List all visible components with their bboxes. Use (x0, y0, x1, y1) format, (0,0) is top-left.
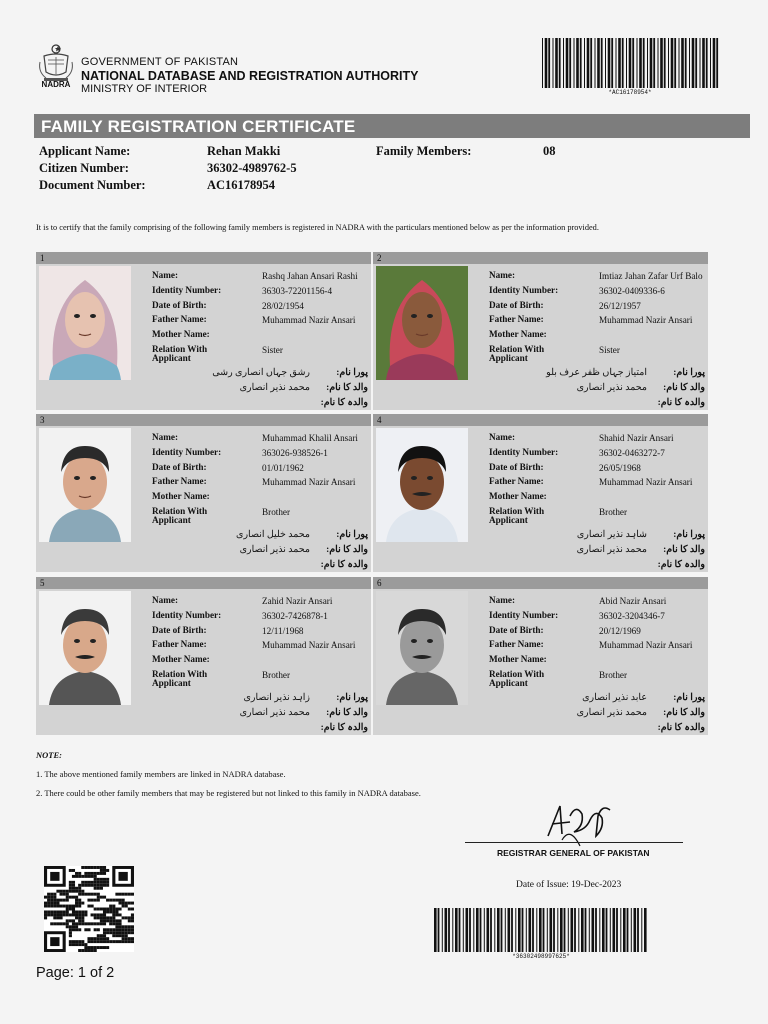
urdu-mother-label: والدہ کا نام: (657, 723, 705, 733)
dob-label: Date of Birth: (152, 461, 207, 472)
relation-label: Relation With Applicant (152, 668, 208, 688)
mother-label: Mother Name: (152, 654, 210, 665)
urdu-name-label: پورا نام: (336, 693, 368, 703)
member-number: 4 (373, 414, 708, 426)
family-members-count (376, 144, 556, 159)
family-member-card (36, 414, 371, 572)
family-member-card (373, 252, 708, 410)
urdu-mother-label: والدہ کا نام: (320, 560, 368, 570)
name-label: Name: (489, 270, 516, 280)
member-urdu-father: محمد نذیر انصاری (576, 545, 647, 555)
family-members-value: 08 (543, 144, 556, 158)
dob-label: Date of Birth: (489, 461, 544, 472)
member-urdu-details (491, 367, 705, 412)
nadra-emblem-logo (36, 42, 76, 94)
member-dob: 01/01/1962 (262, 462, 304, 473)
member-urdu-details (491, 692, 705, 737)
identity-label: Identity Number: (152, 609, 222, 620)
urdu-mother-label: والدہ کا نام: (657, 398, 705, 408)
dob-label: Date of Birth: (489, 624, 544, 635)
father-label: Father Name: (489, 476, 544, 487)
member-dob: 20/12/1969 (599, 625, 641, 636)
member-dob: 12/11/1968 (262, 625, 304, 636)
urdu-father-label: والد کا نام: (326, 383, 368, 393)
father-label: Father Name: (489, 314, 544, 325)
member-relation: Brother (262, 506, 291, 517)
member-relation: Brother (599, 506, 628, 517)
identity-label: Identity Number: (489, 284, 559, 295)
member-relation: Sister (599, 344, 620, 355)
certificate-title: FAMILY REGISTRATION CERTIFICATE (34, 114, 750, 138)
family-members-label: Family Members: (376, 144, 472, 158)
authority-label: NATIONAL DATABASE AND REGISTRATION AUTHORITY (81, 68, 419, 83)
identity-label: Identity Number: (152, 284, 222, 295)
member-father: Muhammad Nazir Ansari (599, 477, 693, 488)
name-label: Name: (152, 595, 179, 605)
dob-label: Date of Birth: (152, 624, 207, 635)
member-urdu-father: محمد نذیر انصاری (576, 383, 647, 393)
barcode-caption: *36302498997625* (512, 953, 570, 960)
member-identity: 36302-3204346-7 (599, 610, 665, 621)
member-urdu-name: محمد خلیل انصاری (236, 530, 310, 540)
barcode-caption: *AC16178954* (608, 89, 652, 96)
citizen-number-label: Citizen Number: (39, 161, 129, 175)
urdu-mother-label: والدہ کا نام: (657, 560, 705, 570)
member-name: Muhammad Khalil Ansari (262, 433, 358, 443)
signature-line (465, 842, 683, 843)
relation-label: Relation With Applicant (489, 668, 545, 688)
identity-label: Identity Number: (489, 609, 559, 620)
urdu-father-label: والد کا نام: (663, 545, 705, 555)
family-member-card (373, 577, 708, 735)
urdu-father-label: والد کا نام: (326, 545, 368, 555)
barcode-bars (540, 38, 720, 88)
family-member-card (36, 252, 371, 410)
mother-label: Mother Name: (152, 329, 210, 340)
member-dob: 28/02/1954 (262, 300, 304, 311)
ministry-label: MINISTRY OF INTERIOR (81, 83, 208, 96)
urdu-father-label: والد کا نام: (663, 708, 705, 718)
member-number: 1 (36, 252, 371, 264)
note-line-1: 1. The above mentioned family members are linked in NADRA database. (36, 769, 286, 779)
member-number: 2 (373, 252, 708, 264)
registrar-title: REGISTRAR GENERAL OF PAKISTAN (497, 848, 650, 858)
member-urdu-father: محمد نذیر انصاری (239, 708, 310, 718)
member-photo (376, 266, 468, 380)
note-line-2: 2. There could be other family members that may be registered but not linked to this family in NADRA database. (36, 788, 421, 798)
applicant-name-label: Applicant Name: (39, 144, 131, 158)
member-urdu-details (154, 529, 368, 574)
member-father: Muhammad Nazir Ansari (599, 640, 693, 651)
relation-label: Relation With Applicant (152, 505, 208, 525)
urdu-name-label: پورا نام: (336, 368, 368, 378)
registrar-signature (540, 796, 620, 856)
urdu-name-label: پورا نام: (336, 530, 368, 540)
urdu-mother-label: والدہ کا نام: (320, 723, 368, 733)
member-father: Muhammad Nazir Ansari (599, 315, 693, 326)
member-photo (39, 266, 131, 380)
relation-label: Relation With Applicant (152, 343, 208, 363)
member-number: 3 (36, 414, 371, 426)
member-identity: 36303-72201156-4 (262, 285, 333, 296)
notes-section (36, 750, 421, 807)
name-label: Name: (152, 270, 179, 280)
dob-label: Date of Birth: (489, 299, 544, 310)
father-label: Father Name: (489, 639, 544, 650)
member-identity: 36302-7426878-1 (262, 610, 328, 621)
member-urdu-name: زاہد نذیر انصاری (243, 693, 310, 703)
father-label: Father Name: (152, 639, 207, 650)
page-number: Page: 1 of 2 (36, 965, 115, 981)
member-name: Shahid Nazir Ansari (599, 433, 674, 443)
mother-label: Mother Name: (152, 491, 210, 502)
member-urdu-details (491, 529, 705, 574)
document-number-label: Document Number: (39, 178, 146, 192)
member-urdu-name: عابد نذیر انصاری (582, 693, 647, 703)
member-dob: 26/05/1968 (599, 462, 641, 473)
member-photo (376, 428, 468, 542)
government-label: GOVERNMENT OF PAKISTAN (81, 56, 239, 68)
father-label: Father Name: (152, 476, 207, 487)
member-urdu-name: شاہد نذیر انصاری (576, 530, 647, 540)
citizen-barcode (432, 908, 650, 960)
member-photo (39, 428, 131, 542)
certification-statement: It is to certify that the family comprising of the following family members is registered in NADRA with the particulars mentioned below as per the information provided. (36, 223, 599, 232)
document-barcode (540, 38, 720, 96)
name-label: Name: (152, 432, 179, 442)
urdu-name-label: پورا نام: (673, 368, 705, 378)
member-photo (376, 591, 468, 705)
applicant-name-value: Rehan Makki (207, 144, 281, 158)
member-number: 5 (36, 577, 371, 589)
member-father: Muhammad Nazir Ansari (262, 315, 356, 326)
father-label: Father Name: (152, 314, 207, 325)
citizen-number-value: 36302-4989762-5 (207, 161, 297, 175)
nadra-logo-text: NADRA (41, 80, 71, 89)
member-name: Zahid Nazir Ansari (262, 596, 333, 606)
member-urdu-father: محمد نذیر انصاری (239, 383, 310, 393)
identity-label: Identity Number: (489, 446, 559, 457)
urdu-name-label: پورا نام: (673, 693, 705, 703)
member-relation: Brother (599, 669, 628, 680)
urdu-mother-label: والدہ کا نام: (320, 398, 368, 408)
mother-label: Mother Name: (489, 654, 547, 665)
urdu-name-label: پورا نام: (673, 530, 705, 540)
member-number: 6 (373, 577, 708, 589)
member-name: Imtiaz Jahan Zafar Urf Balo (599, 271, 703, 281)
relation-label: Relation With Applicant (489, 505, 545, 525)
member-name: Rashq Jahan Ansari Rashi (262, 271, 358, 281)
member-identity: 36302-0463272-7 (599, 447, 665, 458)
mother-label: Mother Name: (489, 329, 547, 340)
relation-label: Relation With Applicant (489, 343, 545, 363)
qr-code (44, 866, 134, 952)
member-father: Muhammad Nazir Ansari (262, 640, 356, 651)
member-relation: Brother (262, 669, 291, 680)
member-identity: 36302-0409336-6 (599, 285, 665, 296)
member-father: Muhammad Nazir Ansari (262, 477, 356, 488)
issue-date: Date of Issue: 19-Dec-2023 (516, 880, 622, 890)
urdu-father-label: والد کا نام: (326, 708, 368, 718)
barcode-bars (432, 908, 650, 952)
note-title: NOTE: (36, 750, 62, 760)
dob-label: Date of Birth: (152, 299, 207, 310)
header-text-block (81, 56, 419, 96)
member-relation: Sister (262, 344, 283, 355)
applicant-details (39, 144, 297, 195)
member-urdu-name: رشق جہاں انصاری رشی (212, 368, 310, 378)
member-name: Abid Nazir Ansari (599, 596, 667, 606)
member-urdu-details (154, 367, 368, 412)
member-urdu-father: محمد نذیر انصاری (576, 708, 647, 718)
member-urdu-details (154, 692, 368, 737)
name-label: Name: (489, 432, 516, 442)
family-member-card (373, 414, 708, 572)
family-member-card (36, 577, 371, 735)
mother-label: Mother Name: (489, 491, 547, 502)
member-urdu-father: محمد نذیر انصاری (239, 545, 310, 555)
member-photo (39, 591, 131, 705)
name-label: Name: (489, 595, 516, 605)
identity-label: Identity Number: (152, 446, 222, 457)
member-urdu-name: امتیاز جہاں ظفر عرف بلو (546, 368, 647, 378)
member-dob: 26/12/1957 (599, 300, 641, 311)
urdu-father-label: والد کا نام: (663, 383, 705, 393)
document-number-value: AC16178954 (207, 178, 276, 192)
member-identity: 363026-938526-1 (262, 447, 328, 458)
